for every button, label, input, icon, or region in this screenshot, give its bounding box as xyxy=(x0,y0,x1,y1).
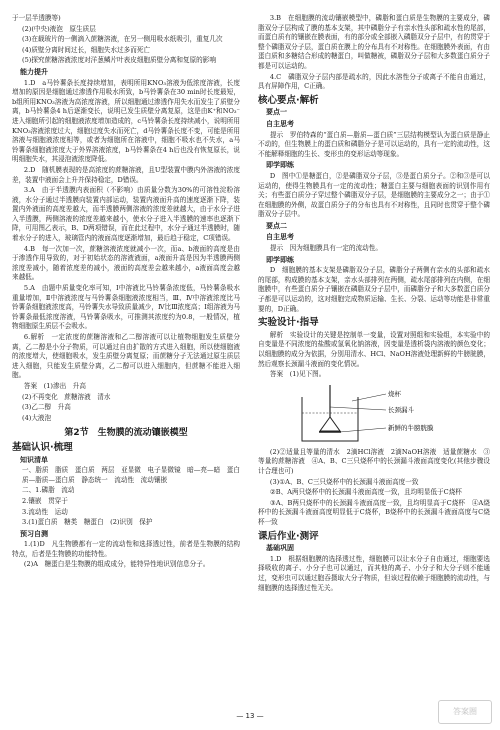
answers-list-1: 答案 (1)渗出 升高 xyxy=(23,381,86,390)
right-top-para-1: 3.B 在细胞膜的流动镶嵌模型中，磷脂和蛋白质是生物膜的主要成分，磷脂双分子层构成了膜的基本支架，其中磷脂分子有亲水性头部和疏水性的尾部，而蛋白质有的镶嵌在膜表面，有的部分或全部嵌入磷脂双分子层中，有的贯穿于整个磷脂双分子层，蛋白质在膜上的分布具有不对称性。在细胞膜外表面，有由蛋白质和多糖结合形成的糖蛋白，叫做糖被，磷脂双分子层和大多数蛋白质分子都是可以运动的。 xyxy=(258,14,490,70)
point1-text2: D 图中①是糖蛋白，②是磷脂双分子层，③是蛋白质分子。②和③是可以运动的，使得生物膜具有一定的流动性；糖蛋白主要与细胞表面的识别作用有关；有些蛋白质分子穿过整个磷脂双分子层，是细胞膜的主要成分之一；由于①在细胞膜的外侧，故蛋白质分子的分布也具有不对称性，且同时也贯穿于整个磷脂双分子层中。 xyxy=(258,171,490,219)
basic-heading: 基础认识·梳理 xyxy=(12,441,73,453)
ability-heading: 能力提升 xyxy=(20,67,48,76)
diagram-label-beaker: 烧杯 xyxy=(388,389,401,398)
answer-6: 6.解析 一定浓度的蔗糖溶液和乙二醇溶液可以让植物细胞发生质壁分离，乙二醇是小分子物质，可以通过自由扩散的方式进入细胞，所以使细胞液的浓度增大，使细胞吸水，发生质壁分离复原；而蔗糖分子无法通过原生质层进入细胞，只能发生质壁分离，乙二醇可以进入细胞内，但蔗糖不能进入细胞。 xyxy=(12,333,240,380)
apparatus-figure xyxy=(294,383,464,445)
answer-5: 5.A 由题中质量变化率可知，Ⅰ中溶液比马铃薯条浓度低，马铃薯条吸水重量增加，Ⅱ中溶液浓度与马铃薯条细胞液浓度相当，Ⅲ、Ⅳ中溶液浓度比马铃薯条细胞液浓度高，马铃薯失水导致质量减少，Ⅳ比Ⅲ浓度高；Ⅰ组溶液为马铃薯条最低浓度溶液，马铃薯条吸水，可推测其浓度约为0.8，一般情况，植物细胞原生质层不会吸水。 xyxy=(12,284,240,331)
answer-line-2: (3)①A、B、C三只烧杯中的长颈漏斗液面高度一致 xyxy=(269,477,419,486)
preview-line-2: (2)A 糖蛋白是生物膜的组成成分，能特异性地识别信息分子。 xyxy=(23,560,210,569)
knowledge-heading: 知识清单 xyxy=(20,455,48,464)
consolidate-heading: 基础巩固 xyxy=(266,544,294,553)
core-heading: 核心要点·解析 xyxy=(258,94,319,106)
point2-sub1: 自主思考 xyxy=(266,233,294,242)
point1-sub2: 即学即练 xyxy=(266,161,294,170)
after-class-text: 1.D 根据细胞膜的选择透过性，细胞膜可以让水分子自由通过，细胞要选择吸收的离子、小分子也可以通过，而其他的离子、小分子和大分子则不能通过，变形虫可以通过胞吞摄取大分子物质，但该过程依赖于细胞膜的流动性，与细胞膜的选择透过性无关。 xyxy=(258,554,490,592)
left-column xyxy=(12,14,240,571)
section-title: 第2节 生物膜的流动镶嵌模型 xyxy=(64,428,188,439)
knowledge-line-2: 二、1.磷脂 流动 xyxy=(22,486,75,495)
point1-heading: 要点一 xyxy=(266,108,287,117)
diagram-label-funnel: 长颈漏斗 xyxy=(388,405,414,414)
answer-line-4: ③A、B两只烧杯中的长颈漏斗液面高度一致，且均明显高于C烧杯 ④A烧杯中的长颈漏斗液面高度明显低于C烧杯，B烧杯中的长颈漏斗液面高度与C烧杯一致 xyxy=(258,498,490,526)
answers-list-3: (3)乙二醇 升高 xyxy=(22,403,71,412)
experiment-text: 解析 实验设计的关键是控制单一变量，设置对照组和实验组，本实验中的自变量是不同浓度的盐酸或氢氧化钠溶液，因变量是透析袋内溶液的颜色变化；以细胞膜的成分为依据，分别用清水、HCl、NaOH溶液处理新鲜的牛膀胱膜，然后观察长颈漏斗液面的变化情况。 xyxy=(258,330,490,368)
answer-1: 1.D a马铃薯条长度持续增加，表明所用KNO₃溶液为低浓度溶液，长度增加的原因是细胞通过渗透作用吸水所致，b马铃薯条在30 min时长度最短，b组所用KNO₃溶液为高浓度溶液，所以细胞通过渗透作用失水而发生了质壁分离，b马铃薯条4 h后逐渐变长，说明已发生质壁分离复原，这是由K⁺和NO₃⁻进入细胞所引起的细胞液浓度增加造成的，c马铃薯条长度持续减小，说明所用KNO₃溶液浓度过大，细胞过度失水而死亡，d马铃薯条长度不变，可能是所用溶液与细胞液浓度相等，或者为细胞所在溶液中，细胞不吸水也不失水，a马铃薯条细胞液浓度大于外界溶液浓度，b马铃薯条在4 h后也没有恢复原长，说明细胞失水，其浸泡液浓度降低。 xyxy=(12,78,240,164)
point2-sub2: 即学即练 xyxy=(266,255,294,264)
answer-label: 答案 (1)见下图。 xyxy=(269,370,326,379)
preview-line-1: 1.(1)D 凡生物膜都有一定的流动性和选择透过性，前者是生物膜的结构特点，后者是生物膜的功能特性。 xyxy=(12,540,240,558)
left-top-line-1: 于一层半透膜等) xyxy=(12,14,61,22)
knowledge-line-3: 2.镶嵌 贯穿于 xyxy=(22,496,68,505)
funnel-bell xyxy=(320,417,340,431)
watermark-logo: 答案圈 xyxy=(438,700,492,724)
knowledge-line-4: 3.流动性 运动 xyxy=(22,507,68,516)
left-top-line-5: (5)探究蔗糖溶液浓度对洋葱鳞片叶表皮细胞质壁分离和复原的影响 xyxy=(22,56,216,65)
knowledge-line-1: 一、脂质 脂质 蛋白质 两层 亚显微 电子显微镜 暗—亮—暗 蛋白质—脂质—蛋白质 静态统一 流动性 流动镶嵌 xyxy=(22,466,240,484)
left-top-line-2: (2)(中央)液泡 原生质层 xyxy=(22,24,96,33)
answer-line-3: ②B、A两只烧杯中的长颈漏斗液面高度一致，且均明显低于C烧杯 xyxy=(269,488,462,497)
apparatus-diagram xyxy=(294,383,490,445)
preview-heading: 预习自测 xyxy=(20,529,48,538)
right-column xyxy=(258,14,490,594)
point2-text2: D 细胞膜的基本支架是磷脂双分子层，磷脂分子两侧有亲水的头部和疏水的尾部，构成膜的基本支架，亲水头部排列在两侧，疏水尾部排列在内侧，在细胞膜中，有些蛋白质分子镶嵌在磷脂双分子层中，而磷脂分子和大多数蛋白质分子都是可以运动的，这对细胞完成物质运输、生长、分裂、运动等功能是非常重要的，D正确。 xyxy=(258,266,490,313)
answer-4: 4.B 每一次加一次，蔗糖溶液浓度就减小一次，而a、b液面的高度是由于渗透作用导致的，对于初始状态的溶液液面，a液面升高是因为半透膜两侧浓度差减小，随着浓度差的减小，液面的高度差会越来越小，a液面高度会越来越低。 xyxy=(12,244,240,282)
right-top-para-2: 4.C 磷脂双分子层内部是疏水的，因此水溶性分子或离子不能自由通过，具有屏障作用，C正确。 xyxy=(258,72,490,91)
point1-text1: 提示 罗伯特森的“蛋白质—脂质—蛋白质”三层结构模型认为蛋白质是静止不动的，但生物膜上的蛋白质和磷脂分子是可以运动的，具有一定的流动性，这不能解释细胞的生长、变形虫的变形运动等现象。 xyxy=(258,130,490,158)
point2-heading: 要点二 xyxy=(266,221,287,230)
knowledge-line-5: 3.(1)蛋白质 糖类 糖蛋白 (2)识别 保护 xyxy=(22,518,153,527)
answer-2: 2.D 随机膜表现的是高浓度的蔗糖溶液，且U型装置中膜内外溶液的浓度差，装置中液面会上升并保持稳定，D错误。 xyxy=(12,165,240,184)
answer-line-1: (2)②适量且等量的清水 2滴HCl溶液 2滴NaOH溶液 适量蔗糖水 ③等量的蔗糖溶液 ④A、B、C三只烧杯中的长颈漏斗液面高度变化(其他步骤设计合理也可) xyxy=(258,447,490,475)
left-top-line-4: (4)质壁分离时间过长，细胞失水过多而死亡 xyxy=(22,45,151,54)
point1-sub1: 自主思考 xyxy=(266,119,294,128)
leader-beaker xyxy=(352,394,386,401)
leader-membrane xyxy=(340,428,386,432)
after-class-heading: 课后作业·测评 xyxy=(258,530,319,542)
answers-list-2: (2)不再变化 蔗糖溶液 清水 xyxy=(22,392,111,401)
answers-list-4: (4)大液泡 xyxy=(22,413,52,422)
diagram-label-membrane: 新鲜的牛膀胱膜 xyxy=(388,423,434,432)
point2-text1: 提示 因为细胞膜具有一定的流动性。 xyxy=(269,244,382,253)
left-top-line-3: (3)在载玻片的一侧滴入蔗糖溶液，在另一侧用吸水纸吸引，重复几次 xyxy=(22,35,223,44)
answer-3: 3.A 由于半透膜内表面积（不影响）由质量分数为30%的可溶性淀粉溶液，水分子通过半透膜向装置内部运动，装置内液面升高的速度逐渐下降，装置内外液面的高度差越大，而半透膜两侧溶液的浓度差就越大，由于水分子进入半透膜，两侧溶液的浓度差越来越小，使水分子进入半透膜的速率也逐渐下降，可用图乙表示，B、D两项错误，而在此过程中，水分子通过半透膜时，随着水分子的进入，玻璃管内的液面高度逐渐增加，最后趋于稳定，C项错误。 xyxy=(12,186,240,243)
page-number: — 13 — xyxy=(236,712,264,721)
experiment-heading: 实验设计·指导 xyxy=(258,317,319,329)
